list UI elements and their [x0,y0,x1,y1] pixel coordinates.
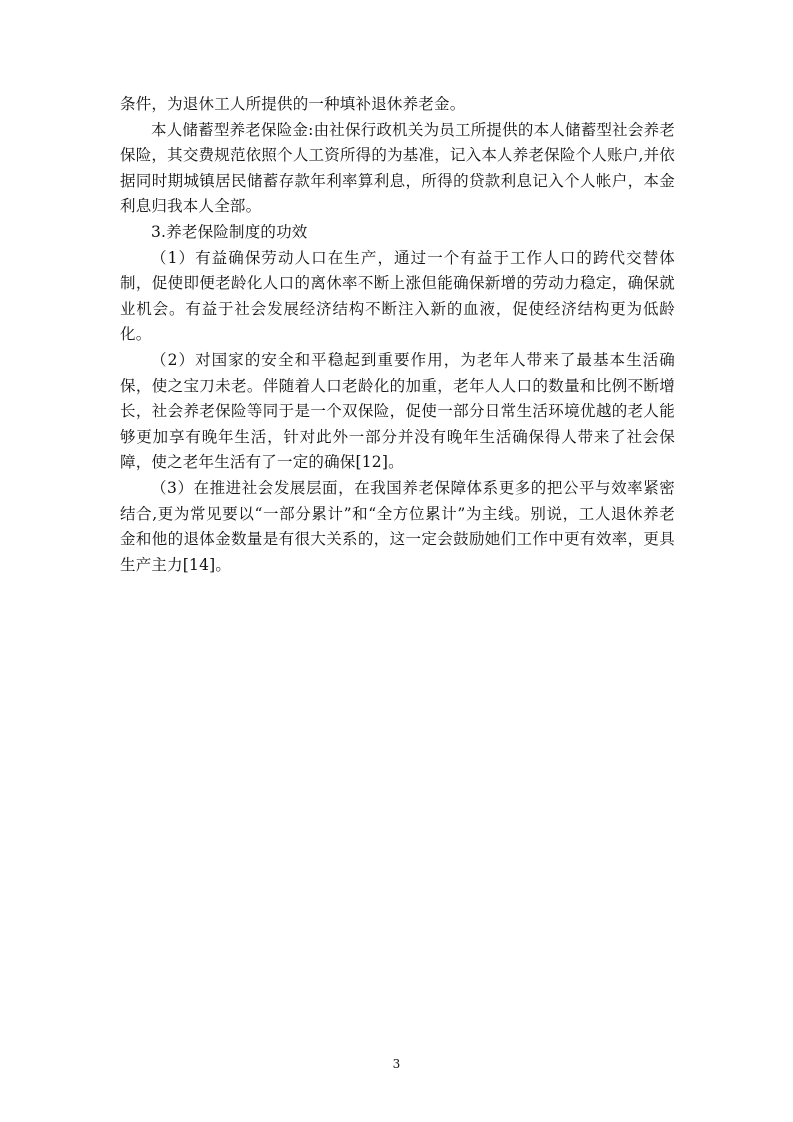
section-heading-pension-functions: 3.养老保险制度的功效 [151,222,308,241]
page-number: 3 [392,1057,401,1071]
paragraph-function-3: （3）在推进社会发展层面，在我国养老保障体系更多的把公平与效率紧密结合,更为常见要以“一部分累计”和“全方位累计”为主线。别说，工人退休养老金和他的退体金数量是有很大关系的，这一定会鼓励她们工作中更有效率，更具生产主力[14]。 [120,478,675,574]
paragraph-function-2: （2）对国家的安全和平稳起到重要作用，为老年人带来了最基本生活确保，使之宝刀未老。伴随着人口老龄化的加重，老年人人口的数量和比例不断增长，社会养老保险等同于是一个双保险，促使一部分日常生活环境优越的老人能够更加享有晚年生活，针对此外一部分并没有晚年生活确保得人带来了社会保障，使之老年生活有了一定的确保[12]。 [120,350,675,472]
paragraph-personal-savings-pension: 本人储蓄型养老保险金:由社保行政机关为员工所提供的本人储蓄型社会养老保险，其交费规范依照个人工资所得的为基准，记入本人养老保险个人账户,并依据同时期城镇居民储蓄存款年利率算利息，所得的贷款利息记入个人帐户，本金利息归我本人全部。 [120,120,675,216]
paragraph-function-1: （1）有益确保劳动人口在生产，通过一个有益于工作人口的跨代交替体制，促使即便老龄化人口的离休率不断上涨但能确保新增的劳动力稳定，确保就业机会。有益于社会发展经济结构不断注入新的血液，促使经济结构更为低龄化。 [120,248,675,344]
body-text [120,92,675,578]
paragraph-continuation: 条件，为退休工人所提供的一种填补退休养老金。 [120,95,466,113]
